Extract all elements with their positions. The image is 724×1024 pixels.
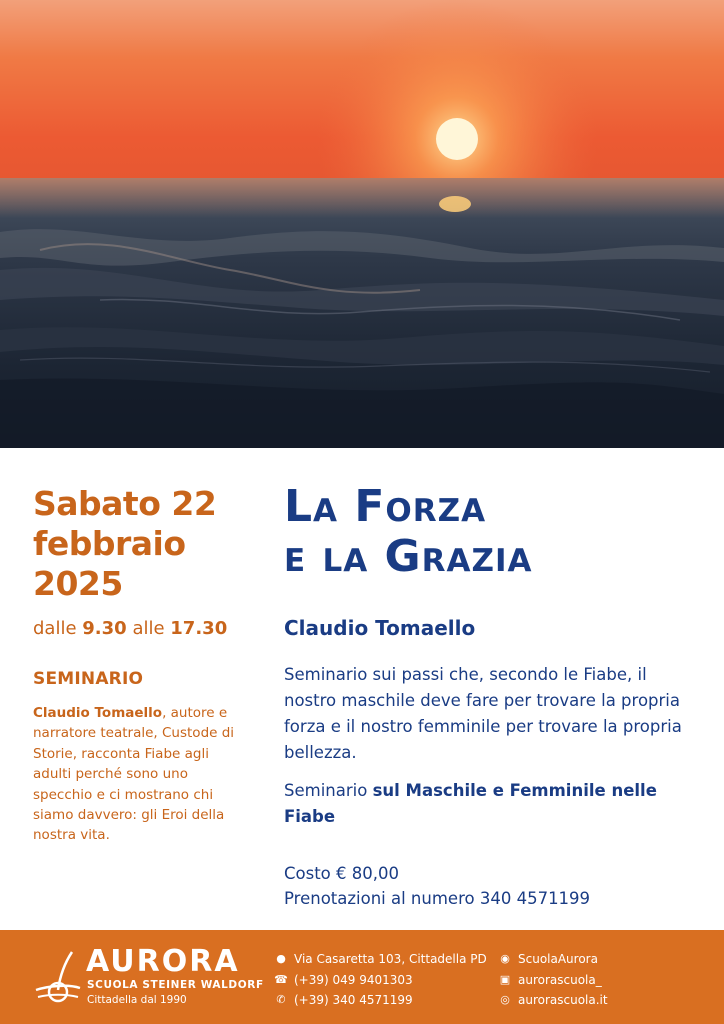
facebook[interactable]: ScuolaAurora xyxy=(518,952,598,967)
whatsapp-icon: ✆ xyxy=(276,993,286,1007)
event-subject xyxy=(284,778,684,830)
hero-image-sunset-sea xyxy=(0,0,724,448)
instagram[interactable]: aurorascuola_ xyxy=(518,972,602,987)
brand-name: AURORA xyxy=(86,944,240,979)
subject-bold: sul Maschile e Femminile nelle Fiabe xyxy=(284,781,657,826)
time-to: 17.30 xyxy=(170,618,228,639)
booking-phone: Prenotazioni al numero 340 4571199 xyxy=(284,889,591,908)
contact-column-1 xyxy=(274,949,487,1011)
seminar-description-text: , autore e narratore teatrale, Custode di Storie, racconta Fiabe agli adulti perché sono uno specchio e ci mostrano chi siamo davvero: gli Eroi della nostra vita. xyxy=(33,705,235,844)
brand-since: Cittadella dal 1990 xyxy=(87,994,187,1006)
seminar-author-name: Claudio Tomaello xyxy=(33,705,163,721)
event-time xyxy=(33,618,227,639)
brand-subtitle: SCUOLA STEINER WALDORF xyxy=(87,979,264,991)
facebook-icon: ◉ xyxy=(500,952,510,966)
seminar-label: SEMINARIO xyxy=(33,669,144,689)
instagram-icon: ▣ xyxy=(499,972,511,986)
title-line-1: La Forza xyxy=(284,481,487,532)
date-line-year: 2025 xyxy=(33,564,123,603)
contact-column-2 xyxy=(498,949,608,1011)
location-pin-icon: ● xyxy=(276,952,286,966)
aurora-logo-icon xyxy=(34,950,82,1006)
website[interactable]: aurorascuola.it xyxy=(518,993,608,1008)
seminar-description xyxy=(33,703,248,846)
phone[interactable]: (+39) 049 9401303 xyxy=(294,972,413,987)
phone-icon: ☎ xyxy=(274,972,288,986)
address: Via Casaretta 103, Cittadella PD xyxy=(294,952,487,967)
sun-shape xyxy=(436,118,478,160)
time-from: 9.30 xyxy=(82,618,127,639)
globe-icon: ◎ xyxy=(500,993,510,1007)
whatsapp[interactable]: (+39) 340 4571199 xyxy=(294,993,413,1008)
subject-prefix: Seminario xyxy=(284,781,368,800)
footer xyxy=(0,930,724,1024)
date-line-day: Sabato 22 xyxy=(33,484,217,523)
time-to-label: alle xyxy=(132,618,165,639)
event-title xyxy=(284,482,533,582)
event-date xyxy=(33,484,263,604)
title-line-2: e la Grazia xyxy=(284,531,533,582)
event-description: Seminario sui passi che, secondo le Fiabe, il nostro maschile deve fare per trovare la propria forza e il nostro femminile per trovare la propria bellezza. xyxy=(284,665,682,762)
cost: Costo € 80,00 xyxy=(284,864,400,883)
time-from-label: dalle xyxy=(33,618,77,639)
cost-and-booking xyxy=(284,861,590,911)
author-name: Claudio Tomaello xyxy=(284,616,476,640)
date-line-month: febbraio xyxy=(33,524,186,563)
